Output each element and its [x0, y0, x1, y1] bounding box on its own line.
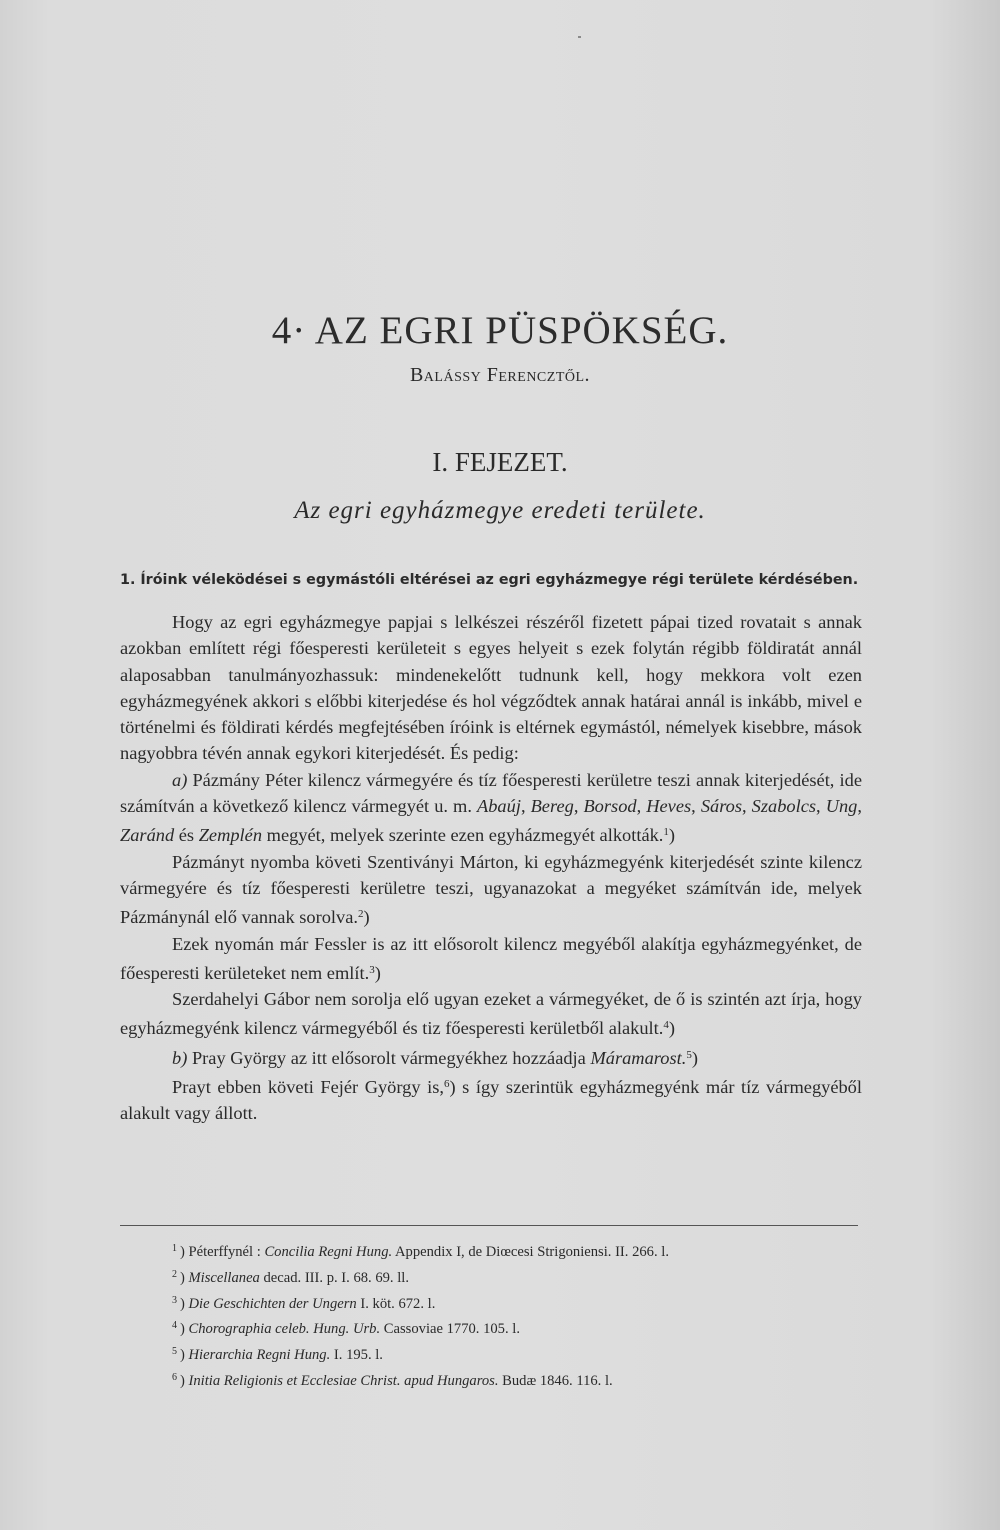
footnote-prefix: Péterffynél :	[188, 1244, 261, 1260]
county-abauj: Abaúj	[477, 796, 521, 817]
footnote-ref-6: 6	[443, 1078, 450, 1091]
list-label-a: a)	[172, 769, 188, 790]
paragraph-2: a) Pázmány Péter kilencz vármegyére és tíz főesperesti kerületre teszi annak kiterjedését, ide számítván a következő kilencz vármegyét u. m. Abaúj, Bereg, Borsod, Heves, Sáros, Szabolcs, Ung, Zaránd és Zemplén megyét, melyek szerinte ezen egyházmegyét alkották.$^1$)	[120, 769, 862, 846]
footnote-number: 1	[172, 1243, 177, 1254]
footnote-reference: Cassoviae 1770. 105. l.	[383, 1321, 520, 1338]
paragraph-7-text-a: Prayt ebben követi Fejér György is,	[172, 1077, 444, 1098]
footnote-ref-5: 5	[686, 1048, 692, 1061]
paragraph-2-text-b: megyét, melyek szerinte ezen egyházmegyét alkották.	[266, 825, 664, 846]
footnote-ref-3: 3	[369, 963, 375, 976]
footnote-4: $^4$ ) Chorographia celeb. Hung. Urb. Cassoviae 1770. 105. l.	[172, 1320, 520, 1338]
section-heading: 1. Íróink véleködései s egymástóli eltérései az egri egyházmegye régi területe kérdésében.	[120, 572, 859, 588]
footnote-number: 6	[172, 1371, 177, 1383]
footnotes	[172, 1238, 862, 1393]
county-heves: Heves	[646, 796, 692, 817]
paragraph-3-text: Pázmányt nyomba követi Szentiványi Márton, ki egyházmegyénk kiterjedését szinte kilencz vármegyére és tíz főesperesti kerületre teszi, ugyanazokat a megyéket számítván ide, melyek Pázmánynál elő vannak sorolva.	[120, 851, 862, 928]
footnote-number: 3	[172, 1294, 177, 1306]
footnote-divider	[120, 1225, 858, 1226]
footnote-reference: Budæ 1846. 116. l.	[502, 1372, 613, 1389]
footnote-ref-4: 4	[663, 1019, 669, 1032]
county-maramaros: Máramarost.	[590, 1047, 687, 1068]
footnote-title: Initia Religionis et Ecclesiae Christ. apud Hungaros.	[188, 1372, 499, 1389]
chapter-heading: I. FEJEZET.	[432, 447, 568, 477]
footnote-2: $^2$ ) Miscellanea decad. III. p. I. 68. 69. ll.	[172, 1268, 409, 1286]
body-text	[120, 609, 862, 1127]
footnote-1: $^1$ ) Péterffynél : Concilia Regni Hung. Appendix I, de Diœcesi Strigoniensi. II. 266. l.	[172, 1243, 669, 1260]
paragraph-3: Pázmányt nyomba követi Szentiványi Márton, ki egyházmegyénk kiterjedését szinte kilencz vármegyére és tíz főesperesti kerületre teszi, ugyanazokat a megyéket számítván ide, melyek Pázmánynál elő vannak sorolva.$^2$)	[120, 851, 862, 928]
paragraph-5: Szerdahelyi Gábor nem sorolja elő ugyan ezeket a vármegyéket, de ő is szintén azt írja, hogy egyházmegyénk kilencz vármegyéből és tiz főesperesti kerületből alakult.$^4$)	[120, 989, 862, 1039]
footnote-ref-1: 1	[663, 826, 669, 839]
county-szabolcs: Szabolcs	[751, 796, 817, 817]
footnote-5: $^5$ ) Hierarchia Regni Hung. I. 195. l.	[172, 1346, 383, 1364]
county-zemplen: Zemplén	[198, 825, 263, 846]
speck-mark	[578, 36, 581, 38]
county-borsod: Borsod	[583, 796, 637, 817]
paragraph-7: Prayt ebben követi Fejér György is,$^6$) s így szerintük egyházmegyénk már tíz vármegyéből alakult vagy állott.	[120, 1077, 862, 1124]
footnote-reference: I. 195. l.	[333, 1347, 383, 1364]
paragraph-5-text: Szerdahelyi Gábor nem sorolja elő ugyan ezeket a vármegyéket, de ő is szintén azt írja, hogy egyházmegyénk kilencz vármegyéből és tiz főesperesti kerületből alakult.	[120, 989, 862, 1039]
footnote-title: Concilia Regni Hung.	[264, 1244, 393, 1260]
footnote-number: 5	[172, 1346, 177, 1358]
footnote-title: Die Geschichten der Ungern	[188, 1295, 357, 1312]
list-label-b: b)	[172, 1047, 188, 1068]
footnote-3: $^3$ ) Die Geschichten der Ungern I. köt. 672. l.	[172, 1294, 436, 1312]
footnote-title: Chorographia celeb. Hung. Urb.	[188, 1321, 381, 1338]
footnote-title: Miscellanea	[188, 1269, 260, 1286]
county-zarand: Zaránd	[120, 825, 175, 846]
footnote-6: $^6$ ) Initia Religionis et Ecclesiae Christ. apud Hungaros. Budæ 1846. 116. l.	[172, 1371, 613, 1389]
paragraph-1	[120, 609, 862, 767]
paragraph-6: b) Pray György az itt elősorolt vármegyékhez hozzáadja Máramarost.$^5$)	[172, 1047, 698, 1068]
author-line: Balássy Ferencztől.	[409, 364, 591, 386]
county-ung: Ung	[825, 796, 858, 817]
page-title: 4· AZ EGRI PÜSPÖKSÉG.	[271, 309, 729, 352]
footnote-reference: I. köt. 672. l.	[360, 1295, 436, 1312]
footnote-number: 2	[172, 1268, 177, 1280]
county-saros: Sáros	[700, 796, 743, 817]
paragraph-2-text-a: Pázmány Péter kilencz vármegyére és tíz főesperesti kerületre teszi annak kiterjedését, ide számítván a következő kilencz vármegyét u. m.	[120, 769, 862, 817]
footnote-reference: decad. III. p. I. 68. 69. ll.	[263, 1269, 409, 1286]
paragraph-7-text-b: s így szerintük egyházmegyénk már tíz vármegyéből alakult vagy állott.	[120, 1077, 862, 1124]
paragraph-4: Ezek nyomán már Fessler is az itt elősorolt kilencz megyéből alakítja egyházmegyénket, de főesperesti kerületeket nem említ.$^3$)	[120, 933, 862, 983]
footnote-reference: Appendix I, de Diœcesi Strigoniensi. II. 266. l.	[394, 1244, 669, 1260]
footnote-number: 4	[172, 1320, 177, 1332]
chapter-subtitle: Az egri egyházmegye eredeti területe.	[294, 497, 706, 524]
paragraph-4-text: Ezek nyomán már Fessler is az itt elősorolt kilencz megyéből alakítja egyházmegyénket, de főesperesti kerületeket nem említ.	[120, 933, 862, 983]
footnote-title: Hierarchia Regni Hung.	[188, 1347, 331, 1364]
footnote-ref-2: 2	[357, 908, 364, 921]
paragraph-1-text: Hogy az egri egyházmegye papjai s lelkészei részéről fizetett pápai tized rovatait s annak azokban említett régi főesperesti kerületeit s egyes helyeit s ezek folytán régibb földiratát annál alaposabban tanulmányozhassuk: mindenekelőtt tudnunk kell, hogy mekkora volt ezen egyházmegyének akkori s előbbi kiterjedése és hol végződtek annak határai annál is inkább, mivel e történelmi és földirati kérdés megfejtésében íróink is eltérnek egymástól, némelyek kisebbre, mások nagyobbra tévén annak egykori kiterjedését. És pedig:	[120, 612, 862, 764]
county-bereg: Bereg	[530, 796, 574, 817]
paragraph-6-text: Pray György az itt elősorolt vármegyékhez hozzáadja	[191, 1047, 586, 1068]
